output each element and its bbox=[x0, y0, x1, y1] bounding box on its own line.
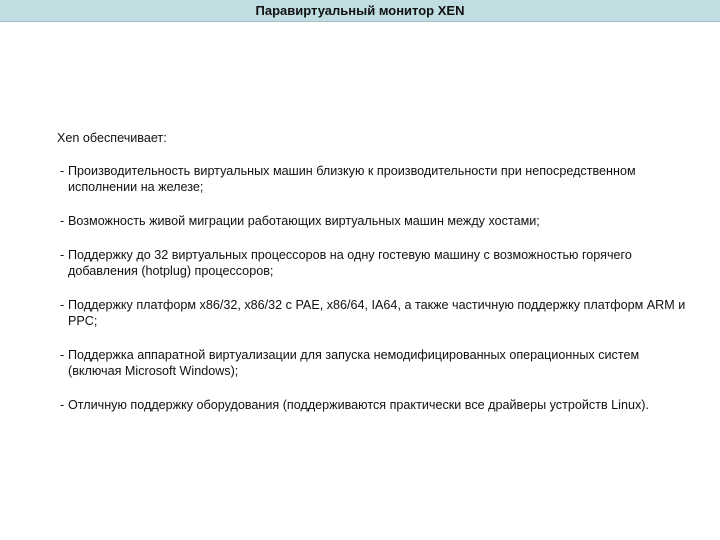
list-item bbox=[57, 347, 697, 379]
bullet-dash: - bbox=[60, 164, 65, 178]
list-item-text: Отличную поддержку оборудования (поддерживаются практически все драйверы устройств Linux). bbox=[68, 398, 649, 412]
bullet-dash: - bbox=[60, 398, 65, 412]
bullet-dash: - bbox=[60, 214, 65, 228]
list-item bbox=[57, 247, 697, 279]
slide-title: Паравиртуальный монитор XEN bbox=[255, 3, 465, 18]
list-item-text: Поддержка аппаратной виртуализации для запуска немодифицированных операционных систем (включая Microsoft Windows); bbox=[68, 348, 640, 378]
list-item-text: Возможность живой миграции работающих виртуальных машин между хостами; bbox=[68, 214, 540, 228]
list-item-text: Поддержку до 32 виртуальных процессоров на одну гостевую машину с возможностью горячего добавления (hotplug) процессоров; bbox=[68, 248, 632, 278]
list-item bbox=[57, 397, 697, 413]
feature-list bbox=[57, 163, 697, 413]
list-item-text: Производительность виртуальных машин близкую к производительности при непосредственном исполнении на железе; bbox=[68, 164, 636, 194]
bullet-dash: - bbox=[60, 298, 65, 312]
intro-text: Xen обеспечивает: bbox=[57, 131, 167, 145]
bullet-dash: - bbox=[60, 348, 65, 362]
title-bar bbox=[0, 0, 720, 22]
list-item-text: Поддержку платформ x86/32, x86/32 с PAE, x86/64, IA64, а также частичную поддержку платформ ARM и PPC; bbox=[68, 298, 686, 328]
slide-content bbox=[57, 130, 697, 431]
list-item bbox=[57, 213, 697, 229]
bullet-dash: - bbox=[60, 248, 65, 262]
list-item bbox=[57, 297, 697, 329]
list-item bbox=[57, 163, 697, 195]
